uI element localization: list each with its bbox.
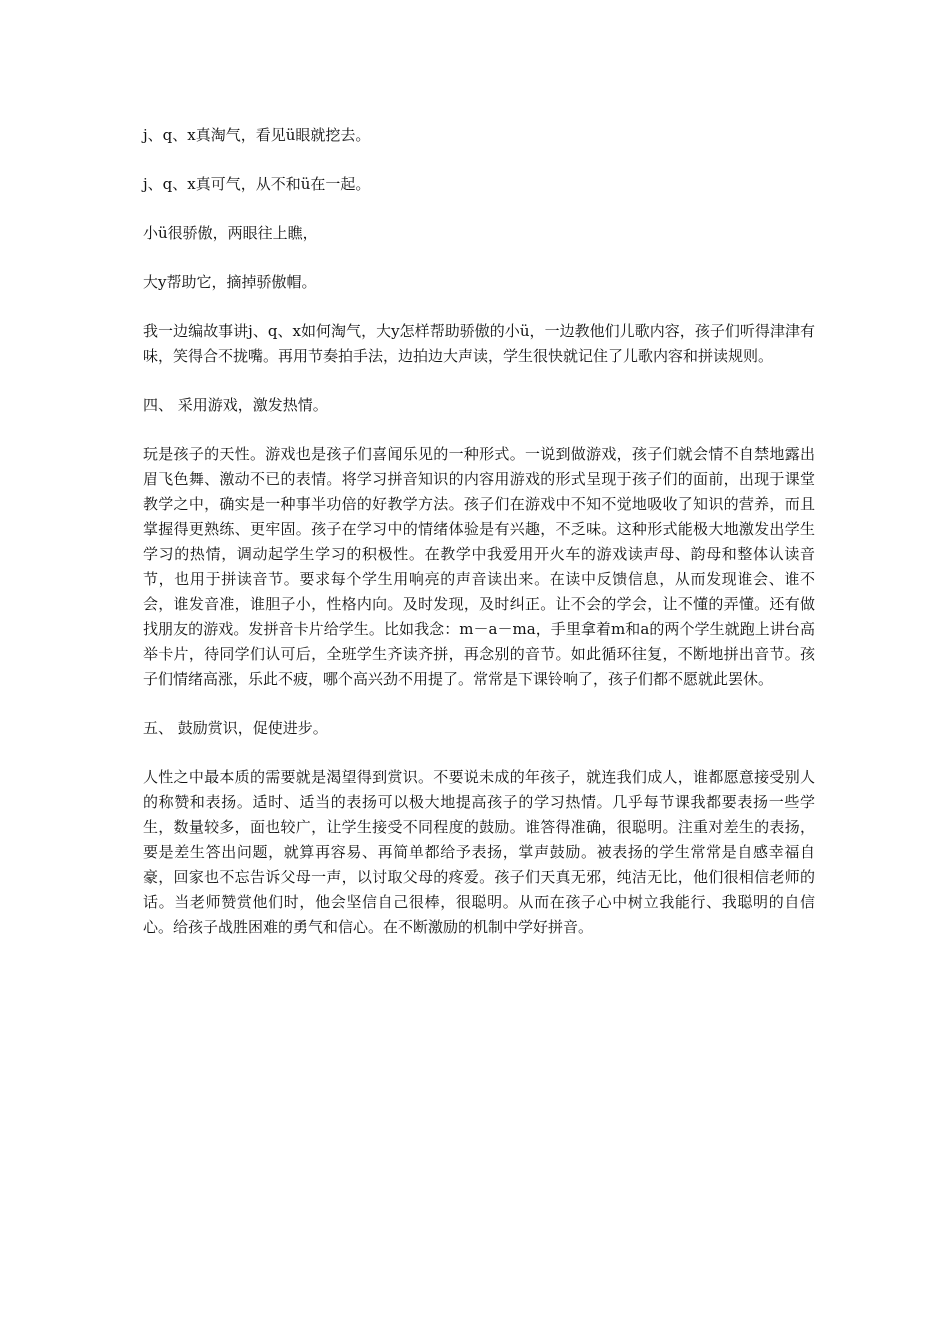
- story-paragraph: 我一边编故事讲j、q、x如何淘气，大y怎样帮助骄傲的小ü，一边教他们儿歌内容，孩子们听得津津有味，笑得合不拢嘴。再用节奏拍手法，边拍边大声读，学生很快就记住了儿歌内容和拼读规则。: [143, 322, 815, 365]
- rhyme-line-4: 大y帮助它，摘掉骄傲帽。: [143, 273, 317, 291]
- section-heading-5: 五、 鼓励赏识，促使进步。: [143, 719, 328, 737]
- rhyme-line-2: j、q、x真可气，从不和ü在一起。: [143, 175, 371, 193]
- rhyme-line-1: j、q、x真淘气，看见ü眼就挖去。: [143, 126, 371, 144]
- encouragement-paragraph: 人性之中最本质的需要就是渴望得到赏识。不要说未成的年孩子，就连我们成人，谁都愿意接受别人的称赞和表扬。适时、适当的表扬可以极大地提高孩子的学习热情。几乎每节课我都要表扬一些学生，数量较多，面也较广，让学生接受不同程度的鼓励。谁答得准确，很聪明。注重对差生的表扬，要是差生答出问题，就算再容易、再简单都给予表扬，掌声鼓励。被表扬的学生常常是自感幸福自豪，回家也不忘告诉父母一声，以讨取父母的疼爱。孩子们天真无邪，纯洁无比，他们很相信老师的话。当老师赞赏他们时，他会坚信自己很棒，很聪明。从而在孩子心中树立我能行、我聪明的自信心。给孩子战胜困难的勇气和信心。在不断激励的机制中学好拼音。: [143, 768, 815, 936]
- section-heading-4: 四、 采用游戏，激发热情。: [143, 396, 328, 414]
- rhyme-line-3: 小ü很骄傲，两眼往上瞧，: [143, 224, 318, 242]
- document-body: [143, 123, 815, 964]
- games-paragraph: 玩是孩子的天性。游戏也是孩子们喜闻乐见的一种形式。一说到做游戏，孩子们就会情不自禁地露出眉飞色舞、激动不已的表情。将学习拼音知识的内容用游戏的形式呈现于孩子们的面前，出现于课堂教学之中，确实是一种事半功倍的好教学方法。孩子们在游戏中不知不觉地吸收了知识的营养，而且掌握得更熟练、更牢固。孩子在学习中的情绪体验是有兴趣，不乏味。这种形式能极大地激发出学生学习的热情，调动起学生学习的积极性。在教学中我爱用开火车的游戏读声母、韵母和整体认读音节，也用于拼读音节。要求每个学生用响亮的声音读出来。在读中反馈信息，从而发现谁会、谁不会，谁发音准，谁胆子小，性格内向。及时发现，及时纠正。让不会的学会，让不懂的弄懂。还有做找朋友的游戏。发拼音卡片给学生。比如我念：m－a－ma，手里拿着m和a的两个学生就跑上讲台高举卡片，待同学们认可后，全班学生齐读齐拼，再念别的音节。如此循环往复，不断地拼出音节。孩子们情绪高涨，乐此不疲，哪个高兴劲不用提了。常常是下课铃响了，孩子们都不愿就此罢休。: [143, 445, 815, 688]
